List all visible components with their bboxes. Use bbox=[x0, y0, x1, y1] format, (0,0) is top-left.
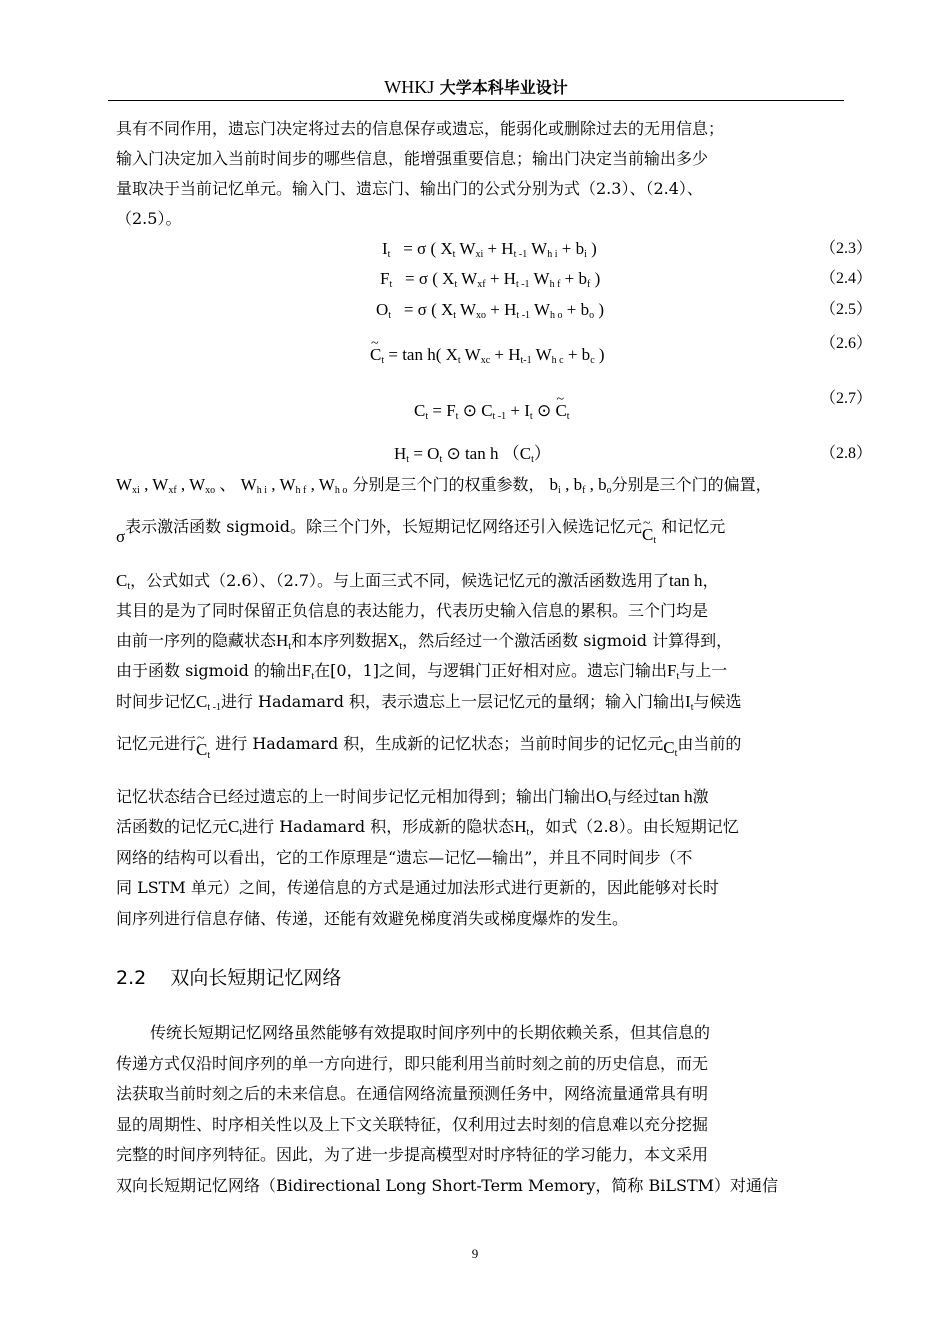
para1-line-4: （2.5）。 bbox=[116, 209, 182, 228]
para1-line-3: 量取决于当前记忆单元。输入门、遗忘门、输出门的公式分别为式（2.3）、（2.4）、 bbox=[116, 179, 703, 198]
para2-line-2: σ表示激活函数 sigmoid。除三个门外，长短期记忆网络还引入候选记忆元~ $C_t$ 和记忆元 bbox=[116, 516, 725, 544]
equation-number-2-8: （2.8） bbox=[819, 445, 872, 462]
para1-line-1: 具有不同作用，遗忘门决定将过去的信息保存或遗忘，能弱化或删除过去的无用信息； bbox=[116, 119, 725, 138]
para2-line-7: 时间步记忆$C_{t -1}$进行 Hadamard 积，表示遗忘上一层记忆元的量纲；输入门输出$I_t$与候选 bbox=[116, 692, 742, 713]
header-title: 大学本科毕业设计 bbox=[439, 78, 568, 97]
para3-line-3: 法获取当前时刻之后的未来信息。在通信网络流量预测任务中，网络流量通常具有明 bbox=[116, 1084, 709, 1103]
para2-text: 分别是三个门的权重参数， bbox=[352, 475, 545, 494]
para2-text: 活函数的记忆元 bbox=[116, 817, 229, 836]
para3-line-4: 显的周期性、时序相关性以及上下文关联特征，仅利用过去时刻的信息难以充分挖掘 bbox=[116, 1115, 709, 1134]
equation-memory-cell: $C_t = F_t$ ⊙ $C_{t -1} + I_t$ ⊙ ~ $C_t$ bbox=[414, 400, 570, 428]
para2-text: 在[0，1]之间，与逻辑门正好相对应。遗忘门输出 bbox=[314, 661, 668, 680]
para2-text: 与上一 bbox=[679, 661, 728, 680]
para2-line-12: 同 LSTM 单元）之间，传递信息的方式是通过加法形式进行更新的，因此能够对长时 bbox=[116, 878, 719, 897]
para3-line-1: 传统长短期记忆网络虽然能够有效提取时间序列中的长期依赖关系，但其信息的 bbox=[150, 1023, 711, 1042]
para2-line-10: 活函数的记忆元$C_t$进行 Hadamard 积，形成新的隐状态$H_t$，如式（2.8）。由长短期记忆 bbox=[116, 817, 739, 838]
para2-text: 进行 Hadamard 积，形成新的隐状态 bbox=[242, 817, 515, 836]
equation-hidden-state: $H_t = O_t$ ⊙ tan h $(C_t)$ bbox=[394, 444, 551, 465]
equation-forget-gate: $F_t = \sigma$ ( $X_t$ $W_{xf} + H_{t -1}$ $W_{h f} + b_f$ ) bbox=[380, 269, 601, 290]
equation-input-gate: $I_t = \sigma$ ( $X_t$ $W_{xi} + H_{t -1}$ $W_{h i} + b_i$ ) bbox=[382, 239, 597, 260]
page-number: 9 bbox=[471, 1246, 479, 1261]
equation-number-2-5: （2.5） bbox=[819, 301, 872, 318]
equation-output-gate: $O_t = \sigma$ ( $X_t$ $W_{xo} + H_{t -1}$ $W_{h o} + b_o$ ) bbox=[376, 300, 605, 321]
para3-line-5: 完整的时间序列特征。因此，为了进一步提高模型对时序特征的学习能力，本文采用 bbox=[116, 1145, 709, 1164]
para2-text: ，如式（2.8）。由长短期记忆 bbox=[529, 817, 739, 836]
para3-line-6: 双向长短期记忆网络（Bidirectional Long Short-Term Memory，简称 BiLSTM）对通信 bbox=[116, 1176, 778, 1195]
para2-text: 激 bbox=[692, 787, 709, 806]
para2-text: 进行 Hadamard 积，生成新的记忆状态；当前时间步的记忆元 bbox=[215, 734, 664, 753]
para2-line-11: 网络的结构可以看出，它的工作原理是“遗忘—记忆—输出”，并且不同时间步（不 bbox=[116, 848, 693, 867]
para2-text: 由前一序列的隐藏状态 bbox=[116, 631, 277, 650]
para2-line-13: 间序列进行信息存储、传递，还能有效避免梯度消失或梯度爆炸的发生。 bbox=[116, 909, 629, 928]
para2-text: 进行 Hadamard 积，表示遗忘上一层记忆元的量纲；输入门输出 bbox=[220, 692, 686, 711]
equation-number-2-4: （2.4） bbox=[819, 270, 872, 287]
para1-line-2: 输入门决定加入当前时间步的哪些信息，能增强重要信息；输出门决定当前输出多少 bbox=[116, 149, 709, 168]
para3-line-2: 传递方式仅沿时间序列的单一方向进行，即只能利用当前时刻之前的历史信息，而无 bbox=[116, 1054, 709, 1073]
equation-number-2-6: （2.6） bbox=[819, 335, 872, 352]
para2-text: ，公式如式（2.6）、（2.7）。与上面三式不同，候选记忆元的激活函数选用了 bbox=[130, 571, 670, 590]
section-heading bbox=[116, 966, 341, 990]
para2-text: 记忆元进行 bbox=[116, 734, 197, 753]
para2-text: 与经过 bbox=[611, 787, 660, 806]
para2-text: 由于函数 sigmoid 的输出 bbox=[116, 661, 302, 680]
header-latin: WHKJ bbox=[384, 77, 435, 97]
para2-text: 时间步记忆 bbox=[116, 692, 197, 711]
para2-text: 由当前的 bbox=[677, 734, 742, 753]
para2-text: ，然后经过一个激活函数 sigmoid 计算得到， bbox=[402, 631, 733, 650]
para2-line-5: 由前一序列的隐藏状态$H_t$和本序列数据$X_t$，然后经过一个激活函数 sigmoid 计算得到， bbox=[116, 631, 733, 652]
para2-text: 和记忆元 bbox=[661, 517, 726, 536]
equation-number-2-7: （2.7） bbox=[819, 390, 872, 407]
para2-line-8: 记忆元进行~ $C_t$ 进行 Hadamard 积，生成新的记忆状态；当前时间步的记忆元$C_t$由当前的 bbox=[116, 733, 741, 761]
para2-line-9: 记忆状态结合已经过遗忘的上一时间步记忆元相加得到；输出门输出$O_t$与经过tan h激 bbox=[116, 787, 709, 808]
page-header bbox=[108, 74, 844, 101]
para2-text: 与候选 bbox=[693, 692, 742, 711]
equation-number-2-3: （2.3） bbox=[819, 240, 872, 257]
para2-line-1: $W_{xi}$ , $W_{xf}$ , $W_{xo}$ 、 $W_{h i}$ , $W_{h f}$ , $W_{h o}$ 分别是三个门的权重参数， $b_i$ , $b_f$ , $b_o$分别是三个门的偏置， bbox=[116, 475, 772, 496]
para2-text: 记忆状态结合已经过遗忘的上一时间步记忆元相加得到；输出门输出 bbox=[116, 787, 597, 806]
para2-text: 表示激活函数 sigmoid。除三个门外，长短期记忆网络还引入候选记忆元 bbox=[125, 517, 642, 536]
section-title: 双向长短期记忆网络 bbox=[170, 967, 342, 989]
section-number: 2.2 bbox=[116, 967, 147, 989]
para2-text: 分别是三个门的偏置， bbox=[611, 475, 772, 494]
para2-line-6: 由于函数 sigmoid 的输出$F_t$在[0，1]之间，与逻辑门正好相对应。遗忘门输出$F_t$与上一 bbox=[116, 661, 728, 682]
para2-line-3: $C_t$，公式如式（2.6）、（2.7）。与上面三式不同，候选记忆元的激活函数选用了tan h， bbox=[116, 571, 719, 592]
para2-text: 和本序列数据 bbox=[291, 631, 388, 650]
para2-line-4: 其目的是为了同时保留正负信息的表达能力，代表历史输入信息的累积。三个门均是 bbox=[116, 601, 709, 620]
equation-candidate-memory: ~ $C_t = \tan h$( $X_t$ $W_{xc} + H_{t-1}$ $W_{h c} + b_c$ ) bbox=[370, 344, 605, 372]
